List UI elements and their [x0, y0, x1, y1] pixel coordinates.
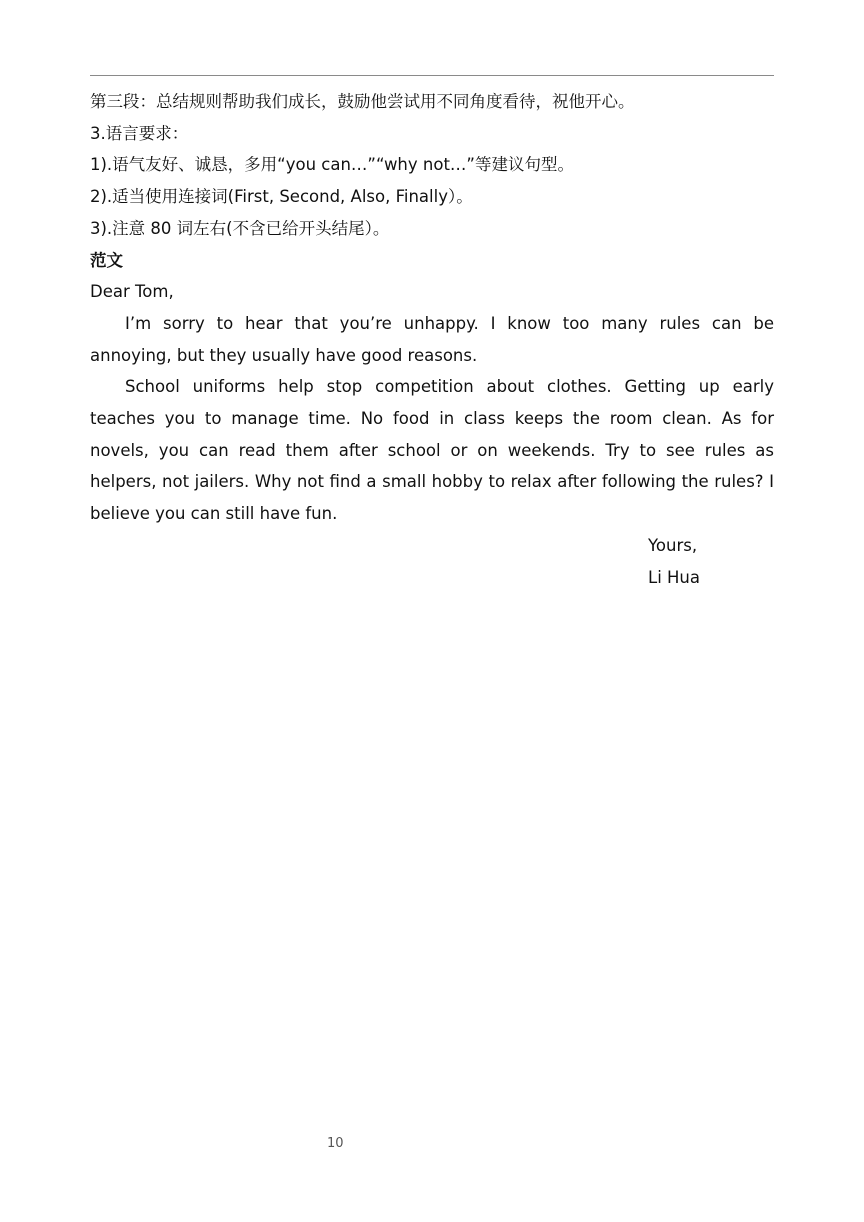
requirement-2: 2).适当使用连接词(First, Second, Also, Finally）。	[90, 187, 473, 207]
requirement-3: 3).注意 80 词左右(不含已给开头结尾）。	[90, 218, 390, 238]
sample-essay-heading: 范文	[90, 250, 123, 270]
requirement-1: 1).语气友好、诚恳，多用“you can…”“why not…”等建议句型。	[90, 155, 574, 175]
header-rule	[90, 75, 774, 76]
page-number: 10	[327, 1136, 344, 1151]
letter-closing: Yours,	[648, 535, 698, 555]
letter-signature: Li Hua	[648, 567, 700, 587]
letter-paragraph-1: I’m sorry to hear that you’re unhappy. I know too many rules can be annoying, but they usually have good reasons.	[90, 313, 774, 365]
letter-paragraph-2: School uniforms help stop competition about clothes. Getting up early teaches you to manage time. No food in class keeps the room clean. As for novels, you can read them after school or on weekends. Try to see rules as helpers, not jailers. Why not find a small hobby to relax after following the rules? I believe you can still have fun.	[90, 377, 774, 524]
letter-greeting: Dear Tom,	[90, 282, 174, 302]
paragraph3-outline: 第三段：总结规则帮助我们成长，鼓励他尝试用不同角度看待，祝他开心。	[90, 92, 635, 111]
page-content	[90, 86, 774, 593]
language-requirements-title: 3.语言要求：	[90, 123, 189, 143]
